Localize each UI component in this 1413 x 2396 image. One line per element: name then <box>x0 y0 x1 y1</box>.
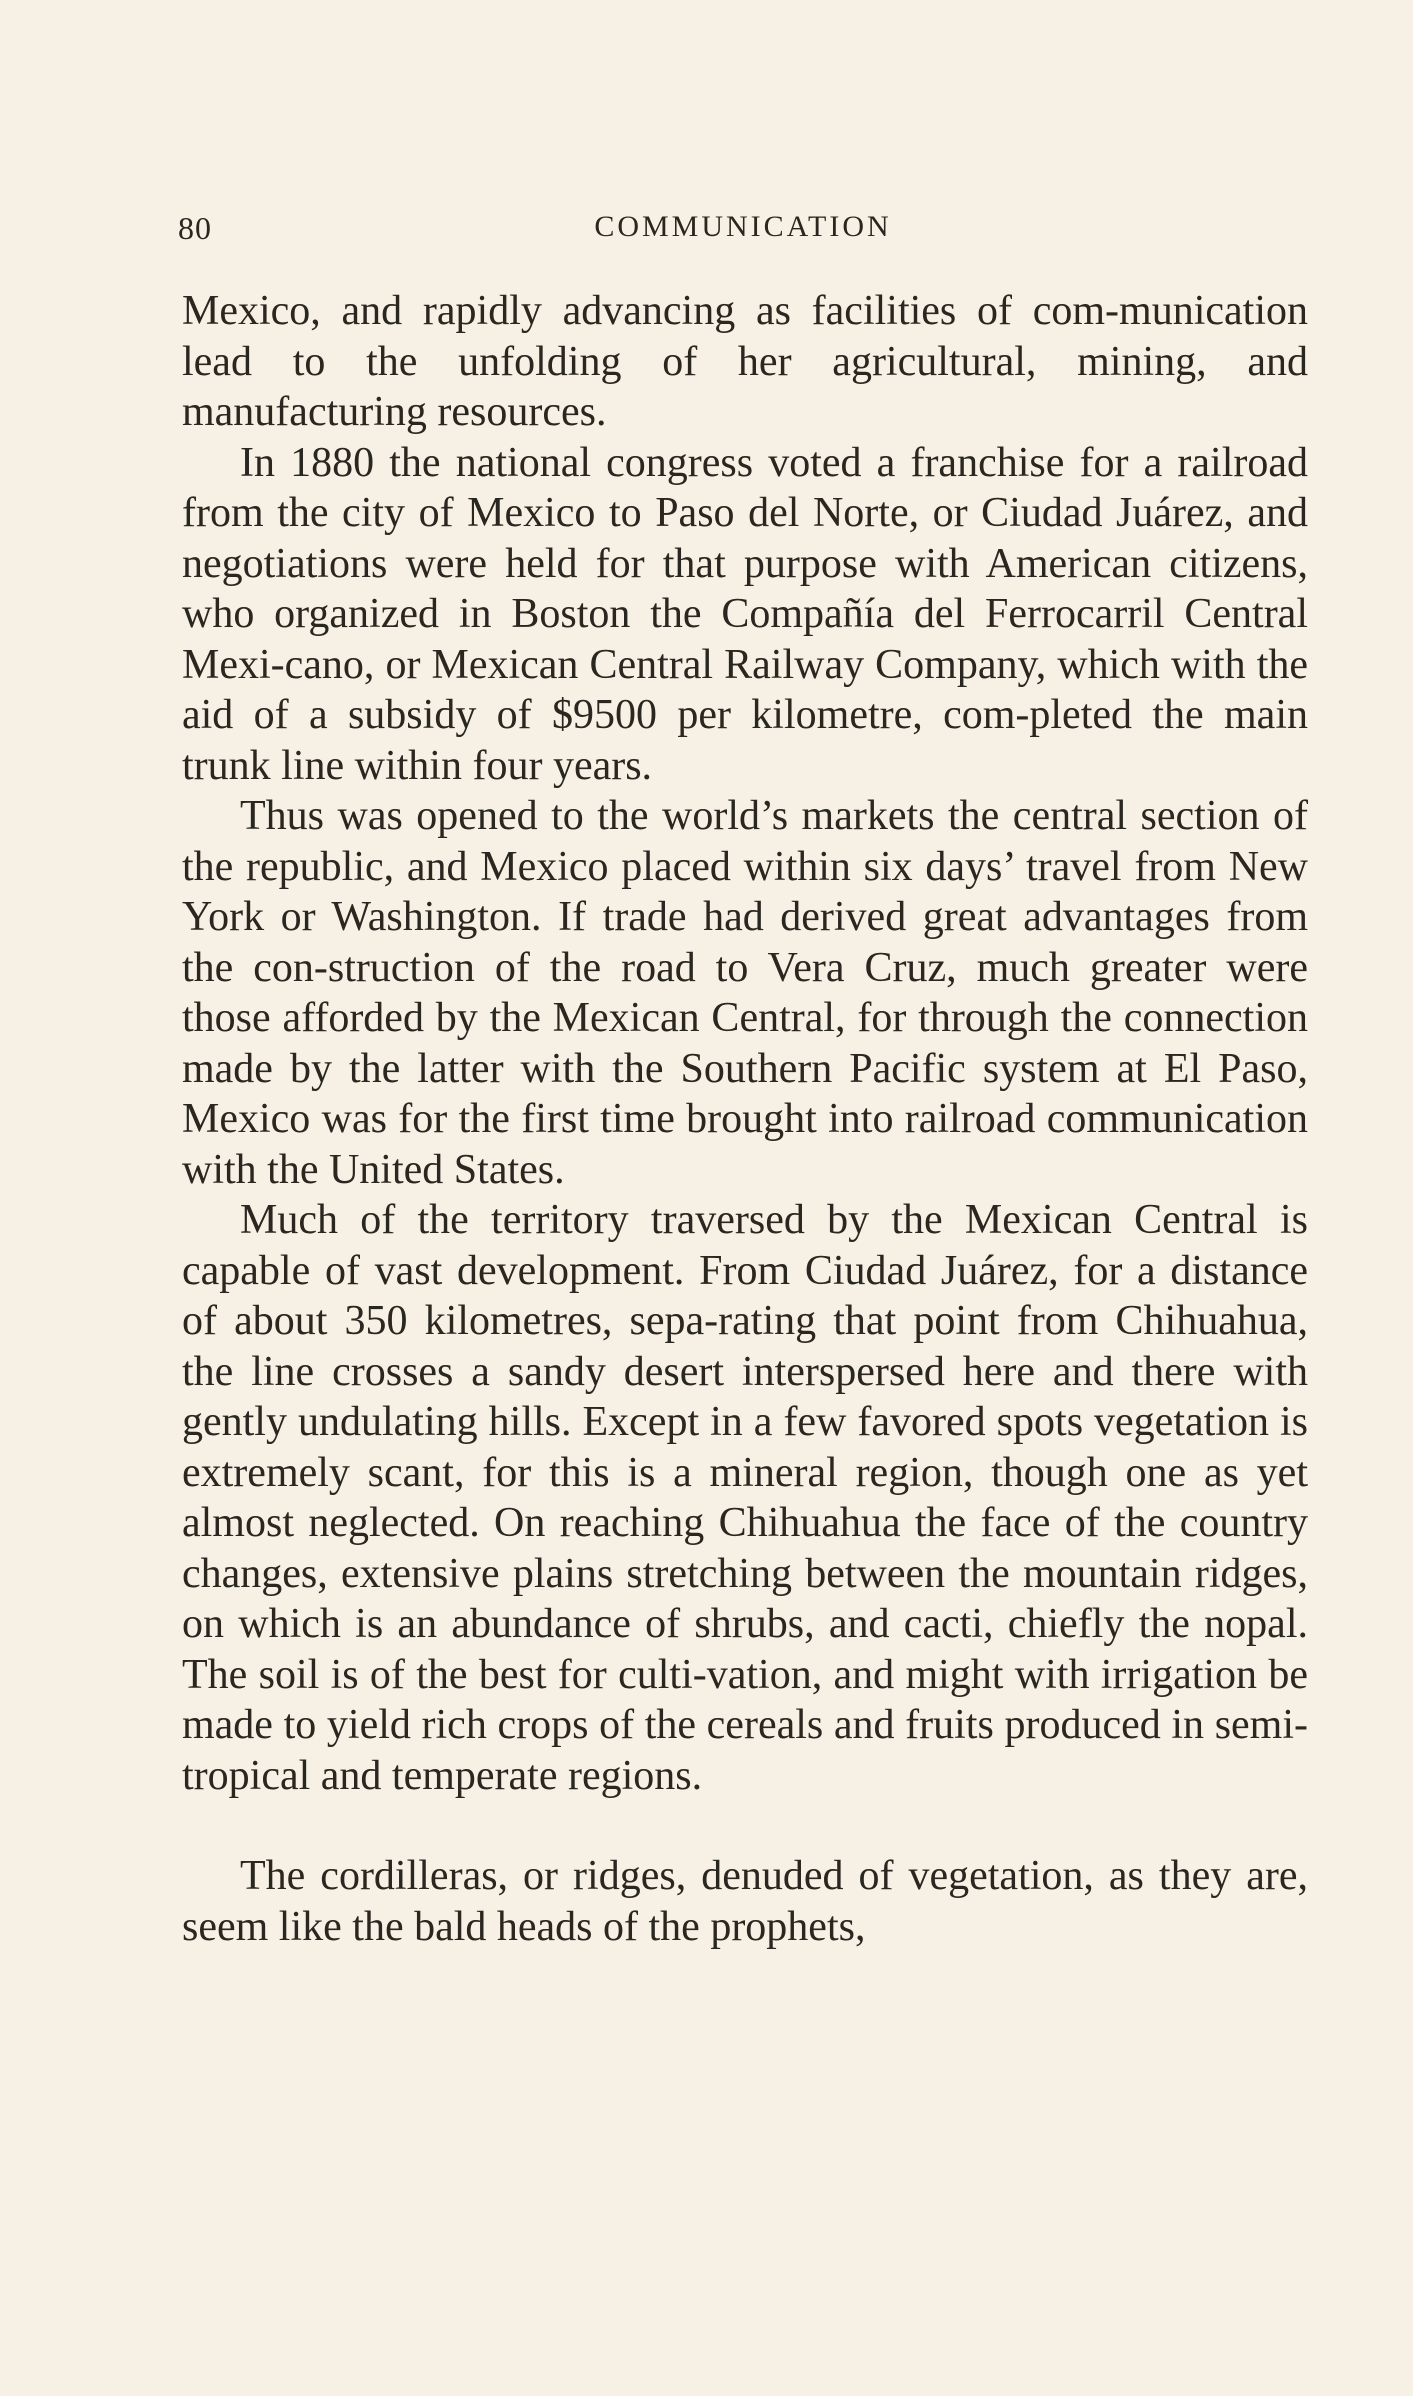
paragraph: Much of the territory traversed by the Mexican Central is capable of vast development. From Ciudad Juárez, for a distance of about 350 kilometres, sepa-rating that point from Chihuahua, the line crosses a sandy desert interspersed here and there with gently undulating hills. Except in a few favored spots vegetation is extremely scant, for this is a mineral region, though one as yet almost neglected. On reaching Chihuahua the face of the country changes, extensive plains stretching between the mountain ridges, on which is an abundance of shrubs, and cacti, chiefly the nopal. The soil is of the best for culti-vation, and might with irrigation be made to yield rich crops of the cereals and fruits produced in semi-tropical and temperate regions. <box>182 1197 1308 1799</box>
paragraph: Thus was opened to the world’s markets the central section of the republic, and Mexico placed within six days’ travel from New York or Washington. If trade had derived great advantages from the con-struction of the road to Vera Cruz, much greater were those afforded by the Mexican Central, for through the connection made by the latter with the Southern Pacific system at El Paso, Mexico was for the first time brought into railroad communication with the United States. <box>182 793 1308 1193</box>
body-text <box>182 286 1308 1952</box>
page-header <box>178 210 1308 260</box>
paragraph: Mexico, and rapidly advancing as facilities of com-munication lead to the unfolding of her agricultural, mining, and manufacturing resources. <box>182 288 1308 435</box>
running-head: COMMUNICATION <box>594 210 892 243</box>
paragraph: In 1880 the national congress voted a franchise for a railroad from the city of Mexico to Paso del Norte, or Ciudad Juárez, and negotiations were held for that purpose with American citizens, who organized in Boston the Compañía del Ferrocarril Central Mexi-cano, or Mexican Central Railway Company, which with the aid of a subsidy of $9500 per kilometre, com-pleted the main trunk line within four years. <box>182 439 1308 789</box>
page-number: 80 <box>178 210 212 246</box>
paragraph: The cordilleras, or ridges, denuded of vegetation, as they are, seem like the bald heads of the prophets, <box>182 1853 1308 1950</box>
